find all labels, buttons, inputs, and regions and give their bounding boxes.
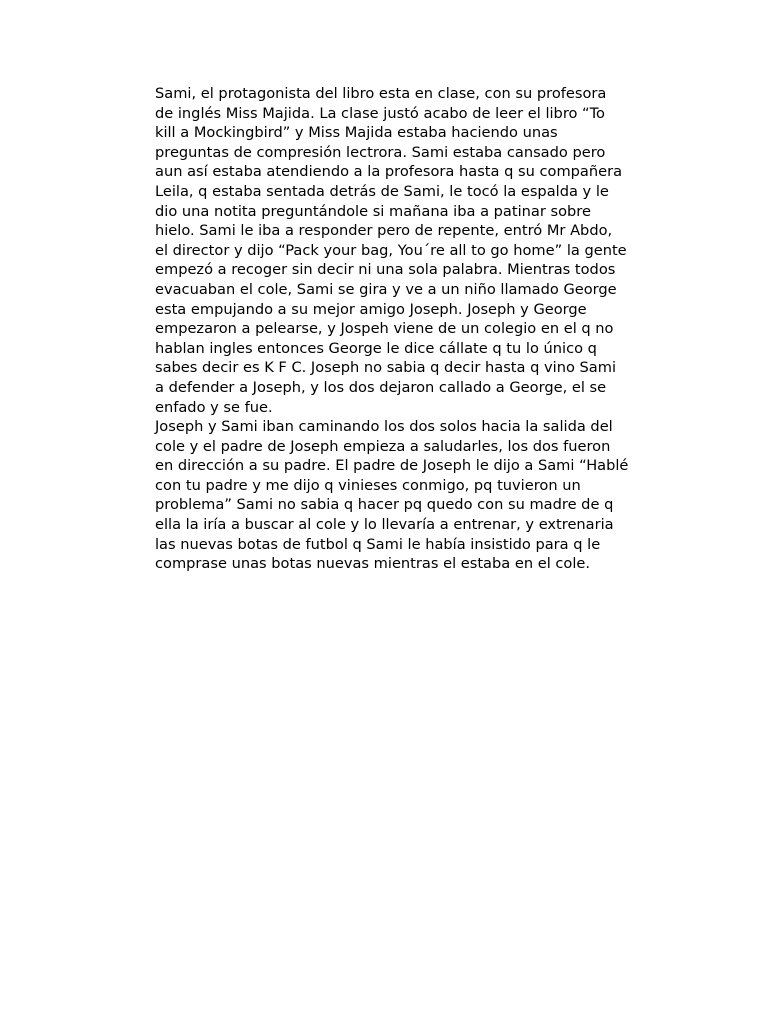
text-line: empezó a recoger sin decir ni una sola palabra. Mientras todos [155,261,616,279]
text-line: Leila, q estaba sentada detrás de Sami, le tocó la espalda y le [155,182,609,200]
text-line: con tu padre y me dijo q vinieses conmigo, pq tuvieron un [155,476,581,494]
text-line: cole y el padre de Joseph empieza a saludarles, los dos fueron [155,437,611,455]
text-line: en dirección a su padre. El padre de Joseph le dijo a Sami “Hablé [155,457,629,475]
text-line: de inglés Miss Majida. La clase justó acabo de leer el libro “To [155,104,605,122]
text-line: comprase unas botas nuevas mientras el estaba en el cole. [155,555,591,573]
text-line: Joseph y Sami iban caminando los dos solos hacia la salida del [155,418,613,436]
text-line: kill a Mockingbird” y Miss Majida estaba haciendo unas [155,124,558,142]
text-line: esta empujando a su mejor amigo Joseph. Joseph y George [155,300,587,318]
text-line: dio una notita preguntándole si mañana iba a patinar sobre [155,202,591,220]
text-line: aun así estaba atendiendo a la profesora hasta q su compañera [155,163,623,181]
text-line: empezaron a pelearse, y Jospeh viene de un colegio en el q no [155,320,614,338]
text-line: evacuaban el cole, Sami se gira y ve a un niño llamado George [155,280,617,298]
text-line: el director y dijo “Pack your bag, You´re all to go home” la gente [155,241,627,259]
text-line: hielo. Sami le iba a responder pero de repente, entró Mr Abdo, [155,222,613,240]
text-line: las nuevas botas de futbol q Sami le había insistido para q le [155,535,601,553]
text-line: ella la iría a buscar al cole y lo llevaría a entrenar, y extrenaria [155,516,614,534]
text-line: problema” Sami no sabia q hacer pq quedo con su madre de q [155,496,614,514]
text-line: hablan ingles entonces George le dice cállate q tu lo único q [155,339,597,357]
text-line: a defender a Joseph, y los dos dejaron callado a George, el se [155,378,607,396]
text-line: Sami, el protagonista del libro esta en clase, con su profesora [155,85,607,102]
body-text [155,84,675,574]
text-line: preguntas de compresión lectrora. Sami estaba cansado pero [155,143,606,161]
text-line: enfado y se fue. [155,398,273,416]
text-line: sabes decir es K F C. Joseph no sabia q decir hasta q vino Sami [155,359,617,377]
